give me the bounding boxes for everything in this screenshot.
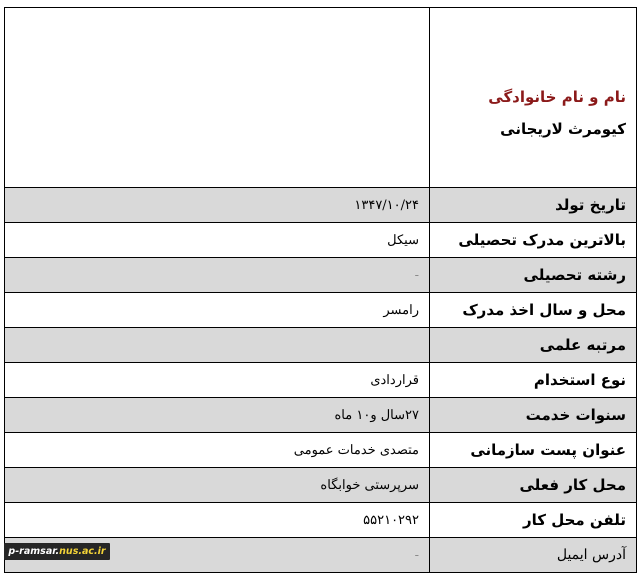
row-label: سنوات خدمت — [430, 398, 637, 433]
row-label: تلفن محل کار — [430, 503, 637, 538]
name-heading: نام و نام خانوادگی — [488, 87, 626, 106]
row-value: ۵۵۲۱۰۲۹۲ — [5, 503, 430, 538]
table-row — [5, 503, 637, 538]
table-row — [5, 363, 637, 398]
row-label: نوع استخدام — [430, 363, 637, 398]
row-value: ۲۷سال و۱۰ ماه — [5, 398, 430, 433]
site-watermark — [4, 543, 110, 560]
row-label: رشته تحصیلی — [430, 258, 637, 293]
watermark-text-a: p-ramsar. — [8, 546, 60, 557]
table-row — [5, 223, 637, 258]
table-row — [5, 188, 637, 223]
row-value: متصدی خدمات عمومی — [5, 433, 430, 468]
row-label: بالاترین مدرک تحصیلی — [430, 223, 637, 258]
table-row — [5, 258, 637, 293]
row-label: محل و سال اخذ مدرک — [430, 293, 637, 328]
table-row — [5, 468, 637, 503]
row-label: عنوان پست سازمانی — [430, 433, 637, 468]
row-label: تاریخ تولد — [430, 188, 637, 223]
name-row — [5, 8, 637, 188]
row-value: ۱۳۴۷/۱۰/۲۴ — [5, 188, 430, 223]
name-cell — [430, 8, 637, 188]
profile-table — [4, 7, 637, 573]
name-value: کیومرث لاریجانی — [500, 119, 626, 138]
table-row — [5, 433, 637, 468]
row-value: قراردادی — [5, 363, 430, 398]
row-value: سرپرستی خوابگاه — [5, 468, 430, 503]
photo-cell — [5, 8, 430, 188]
row-label: مرتبه علمی — [430, 328, 637, 363]
row-label: آدرس ایمیل — [430, 538, 637, 573]
row-value: - — [5, 538, 430, 573]
table-row — [5, 293, 637, 328]
table-row — [5, 398, 637, 433]
row-value — [5, 328, 430, 363]
row-value: سیکل — [5, 223, 430, 258]
table-row — [5, 328, 637, 363]
row-value: رامسر — [5, 293, 430, 328]
row-label: محل کار فعلی — [430, 468, 637, 503]
watermark-text-b: nus.ac.ir — [59, 546, 106, 557]
row-value: - — [5, 258, 430, 293]
